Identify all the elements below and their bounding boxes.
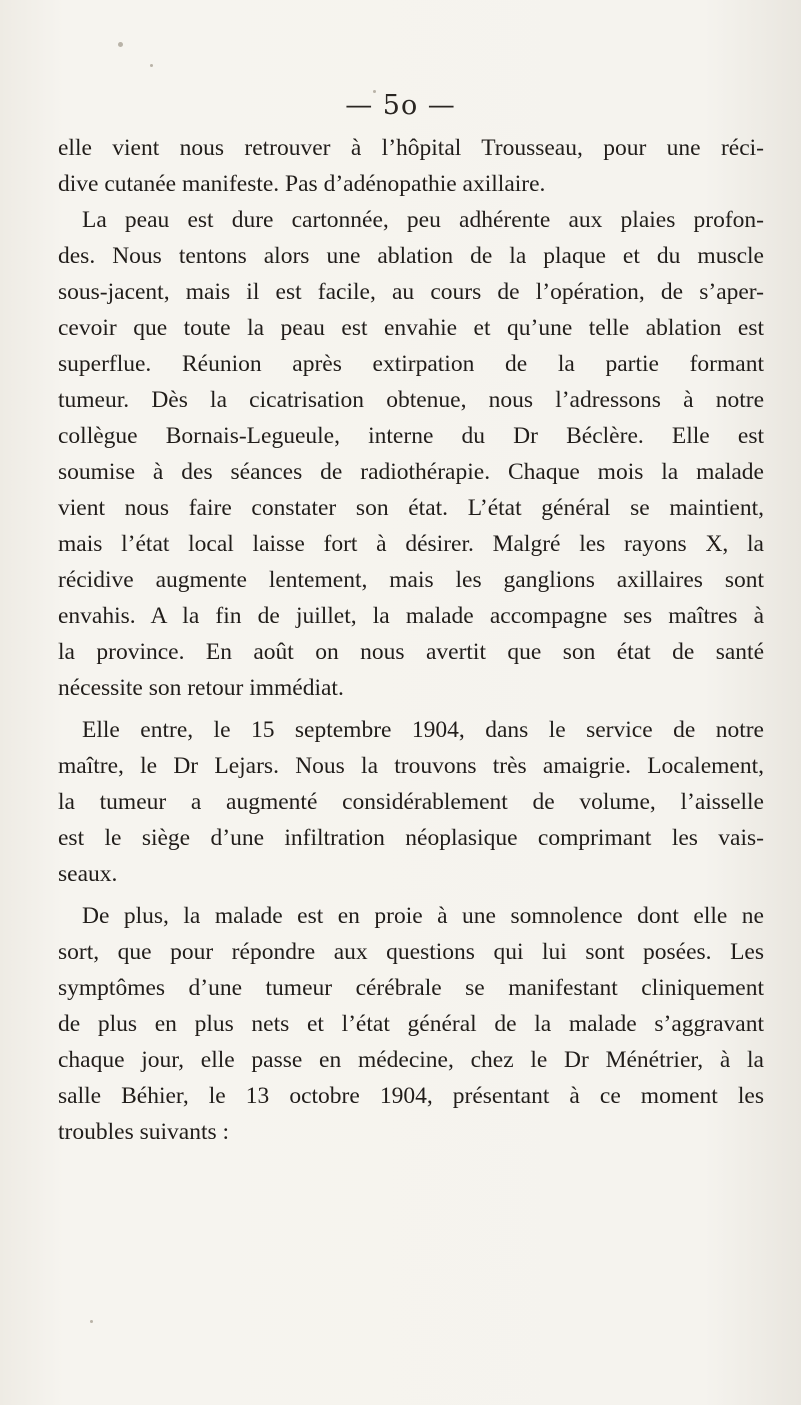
text-line: La peau est dure cartonnée, peu adhérente aux plaies profon- [82, 207, 764, 233]
text-line: nécessite son retour immédiat. [58, 675, 344, 701]
paper-speck [118, 42, 123, 47]
text-line: collègue Bornais-Legueule, interne du Dr Béclère. Elle est [58, 423, 764, 449]
text-line: superflue. Réunion après extirpation de la partie formant [58, 351, 764, 377]
text-line: maître, le Dr Lejars. Nous la trouvons très amaigrie. Localement, [58, 753, 764, 779]
text-line: de plus en plus nets et l’état général de la malade s’aggravant [58, 1011, 764, 1037]
text-line: Elle entre, le 15 septembre 1904, dans le service de notre [82, 717, 764, 743]
text-line: mais l’état local laisse fort à désirer. Malgré les rayons X, la [58, 531, 764, 557]
text-line: chaque jour, elle passe en médecine, chez le Dr Ménétrier, à la [58, 1047, 764, 1073]
text-line: sort, que pour répondre aux questions qui lui sont posées. Les [58, 939, 764, 965]
text-line: seaux. [58, 861, 118, 887]
text-line: troubles suivants : [58, 1119, 230, 1145]
text-line: elle vient nous retrouver à l’hôpital Trousseau, pour une réci- [58, 135, 764, 161]
paper-speck [150, 64, 153, 67]
text-line: est le siège d’une infiltration néoplasique comprimant les vais- [58, 825, 764, 851]
text-line: vient nous faire constater son état. L’état général se maintient, [58, 495, 764, 521]
text-line: cevoir que toute la peau est envahie et qu’une telle ablation est [58, 315, 764, 341]
text-line: De plus, la malade est en proie à une somnolence dont elle ne [82, 903, 764, 929]
text-line: la tumeur a augmenté considérablement de volume, l’aisselle [58, 789, 764, 815]
text-line: envahis. A la fin de juillet, la malade accompagne ses maîtres à [58, 603, 764, 629]
text-line: sous-jacent, mais il est facile, au cours de l’opération, de s’aper- [58, 279, 764, 305]
text-line: des. Nous tentons alors une ablation de la plaque et du muscle [58, 243, 764, 269]
page-number: — 5o — [345, 90, 456, 121]
text-line: tumeur. Dès la cicatrisation obtenue, nous l’adressons à notre [58, 387, 764, 413]
text-line: soumise à des séances de radiothérapie. Chaque mois la malade [58, 459, 764, 485]
paper-speck [90, 1320, 93, 1323]
text-line: dive cutanée manifeste. Pas d’adénopathie axillaire. [58, 171, 546, 197]
text-line: salle Béhier, le 13 octobre 1904, présentant à ce moment les [58, 1083, 764, 1109]
text-line: la province. En août on nous avertit que son état de santé [58, 639, 764, 665]
text-line: symptômes d’une tumeur cérébrale se manifestant cliniquement [58, 975, 764, 1001]
text-line: récidive augmente lentement, mais les ganglions axillaires sont [58, 567, 764, 593]
